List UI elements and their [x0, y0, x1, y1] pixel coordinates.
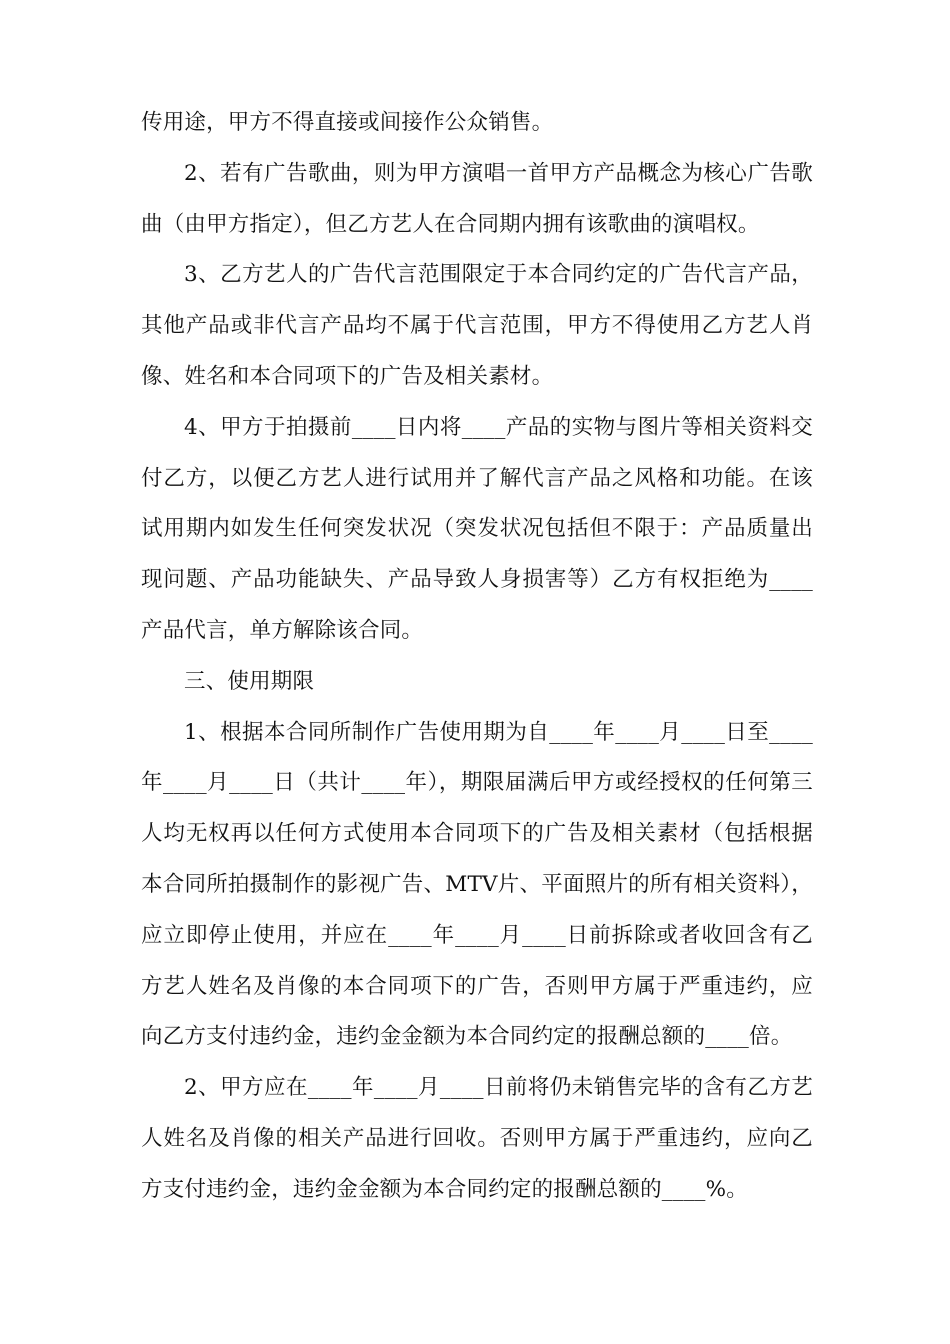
- clause-4-product-materials: 4、甲方于拍摄前____日内将____产品的实物与图片等相关资料交付乙方，以便乙方艺人进行试用并了解代言产品之风格和功能。在该试用期内如发生任何突发状况（突发状况包括但不限于：产品质量出现问题、产品功能缺失、产品导致人身损害等）乙方有权拒绝为____产品代言，单方解除该合同。: [141, 414, 813, 643]
- document-body: [141, 98, 813, 1216]
- clause-3-endorsement-scope: 3、乙方艺人的广告代言范围限定于本合同约定的广告代言产品，其他产品或非代言产品均不属于代言范围，甲方不得使用乙方艺人肖像、姓名和本合同项下的广告及相关素材。: [141, 262, 813, 389]
- section-heading-usage-period: 三、使用期限: [184, 668, 315, 694]
- clause-2-product-recall: 2、甲方应在____年____月____日前将仍未销售完毕的含有乙方艺人姓名及肖像的相关产品进行回收。否则甲方属于严重违约，应向乙方支付违约金，违约金金额为本合同约定的报酬总额的____%。: [141, 1075, 813, 1202]
- clause-1-usage-period: 1、根据本合同所制作广告使用期为自____年____月____日至____年____月____日（共计____年），期限届满后甲方或经授权的任何第三人均无权再以任何方式使用本合同项下的广告及相关素材（包括根据本合同所拍摄制作的影视广告、MTV片、平面照片的所有相关资料），应立即停止使用，并应在____年____月____日前拆除或者收回含有乙方艺人姓名及肖像的本合同项下的广告，否则甲方属于严重违约，应向乙方支付违约金，违约金金额为本合同约定的报酬总额的____倍。: [141, 719, 813, 1050]
- clause-2-ad-song: 2、若有广告歌曲，则为甲方演唱一首甲方产品概念为核心广告歌曲（由甲方指定），但乙方艺人在合同期内拥有该歌曲的演唱权。: [141, 160, 813, 237]
- paragraph-continuation: 传用途，甲方不得直接或间接作公众销售。: [141, 110, 554, 135]
